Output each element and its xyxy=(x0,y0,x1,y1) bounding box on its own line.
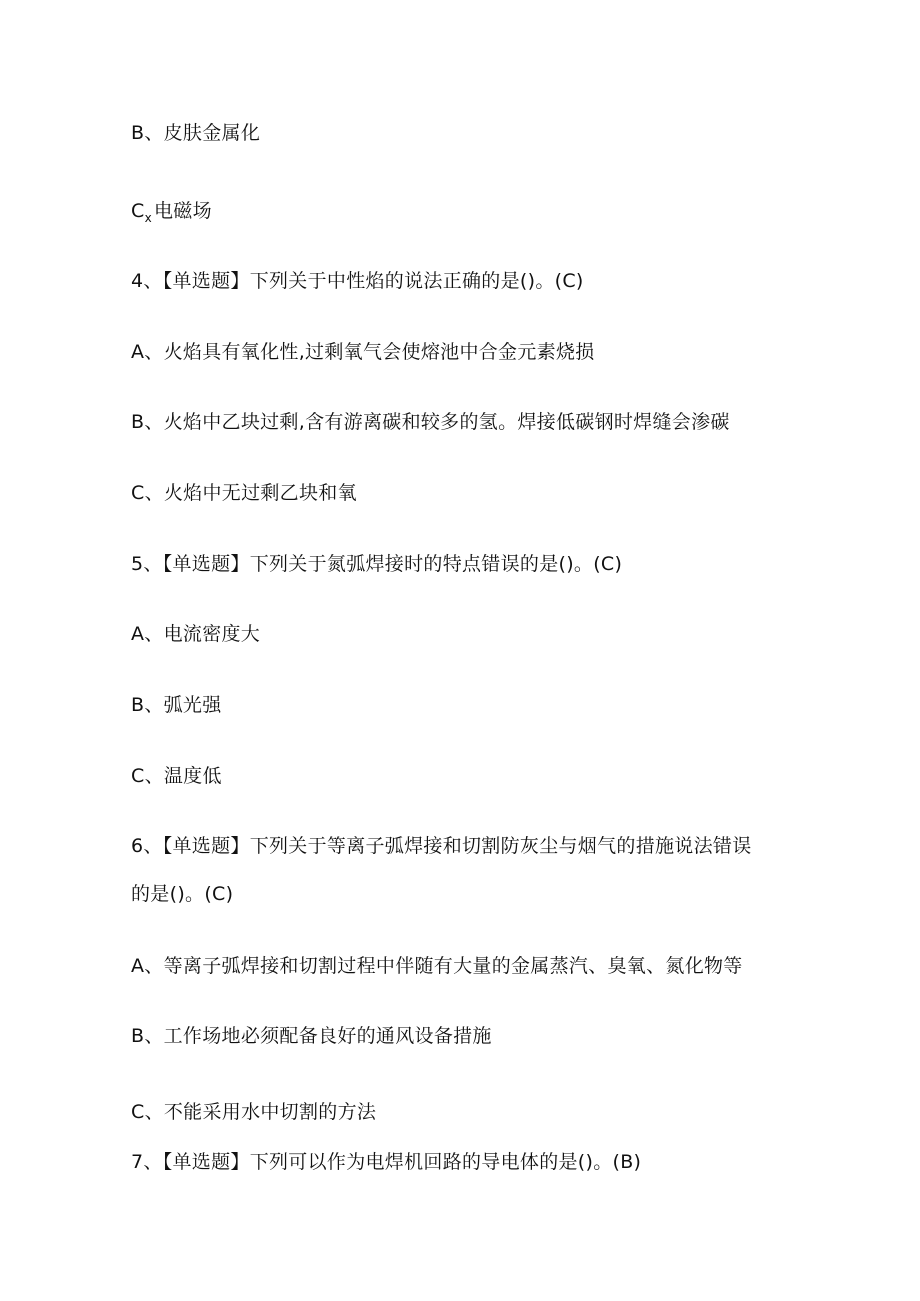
option-a-q5: A、电流密度大 xyxy=(131,623,261,645)
question-5: 5、【单选题】下列关于氮弧焊接时的特点错误的是()。(C) xyxy=(131,553,623,575)
question-4: 4、【单选题】下列关于中性焰的说法正确的是()。(C) xyxy=(131,270,584,292)
option-text: 电磁场 xyxy=(153,200,212,222)
option-a-q4: A、火焰具有氧化性,过剩氧气会使熔池中合金元素烧损 xyxy=(131,341,595,363)
option-c-q6: C、不能采用水中切割的方法 xyxy=(131,1101,377,1123)
option-b-q4: B、火焰中乙块过剩,含有游离碳和较多的氢。焊接低碳钢时焊缝会渗碳 xyxy=(131,411,730,433)
option-letter: C xyxy=(131,200,145,222)
option-b-q5: B、弧光强 xyxy=(131,694,222,716)
option-c-q4: C、火焰中无过剩乙块和氧 xyxy=(131,482,357,504)
option-subscript: x xyxy=(144,211,152,225)
option-c-q5: C、温度低 xyxy=(131,765,222,787)
question-7: 7、【单选题】下列可以作为电焊机回路的导电体的是()。(B) xyxy=(131,1151,642,1173)
question-6-continued: 的是()。(C) xyxy=(131,883,234,905)
option-c-q3 xyxy=(131,199,212,230)
option-b-q6: B、工作场地必须配备良好的通风设备措施 xyxy=(131,1025,492,1047)
question-6: 6、【单选题】下列关于等离子弧焊接和切割防灰尘与烟气的措施说法错误 xyxy=(131,835,752,857)
option-b-q3: B、皮肤金属化 xyxy=(131,122,261,144)
option-a-q6: A、等离子弧焊接和切割过程中伴随有大量的金属蒸汽、臭氧、氮化物等 xyxy=(131,955,743,977)
